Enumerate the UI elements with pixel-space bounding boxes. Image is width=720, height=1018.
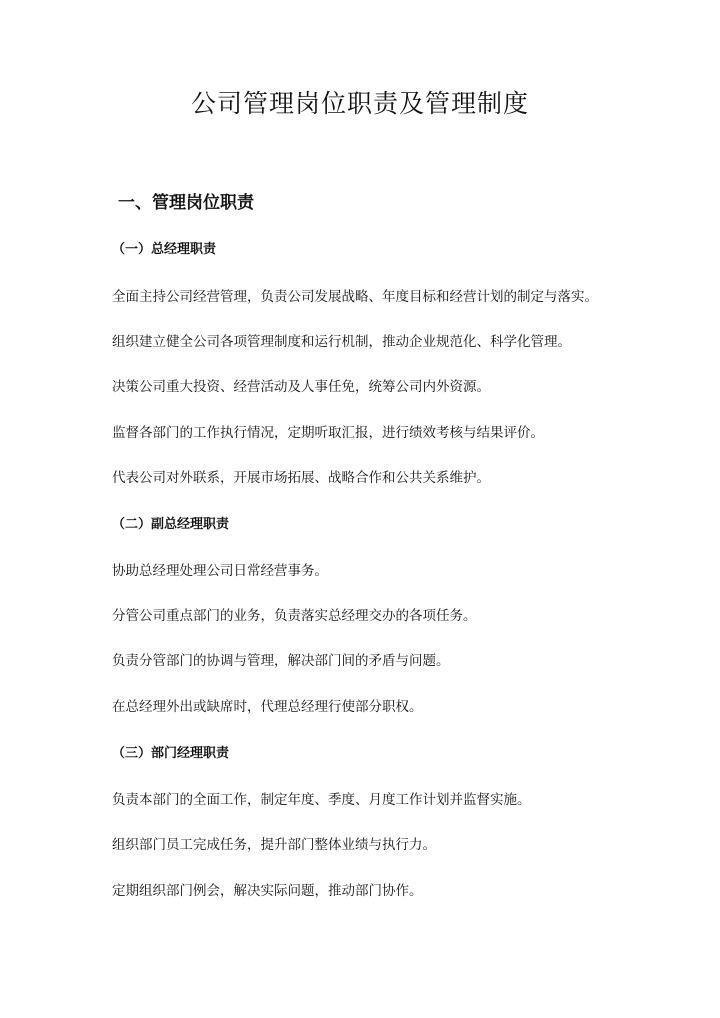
paragraph: 在总经理外出或缺席时，代理总经理行使部分职权。	[112, 699, 423, 715]
paragraph: 组织部门员工完成任务，提升部门整体业绩与执行力。	[112, 837, 436, 853]
paragraph: 负责本部门的全面工作，制定年度、季度、月度工作计划并监督实施。	[112, 792, 531, 808]
paragraph: 负责分管部门的协调与管理，解决部门间的矛盾与问题。	[112, 653, 450, 669]
paragraph: 决策公司重大投资、经营活动及人事任免，统筹公司内外资源。	[112, 379, 490, 395]
paragraph: 协助总经理处理公司日常经营事务。	[112, 563, 328, 579]
subsection-heading-dept-manager: （三）部门经理职责	[112, 746, 230, 761]
paragraph: 分管公司重点部门的业务，负责落实总经理交办的各项任务。	[112, 608, 477, 624]
paragraph: 全面主持公司经营管理，负责公司发展战略、年度目标和经营计划的制定与落实。	[112, 289, 598, 305]
paragraph: 监督各部门的工作执行情况，定期听取汇报，进行绩效考核与结果评价。	[112, 425, 544, 441]
section-heading-duties: 一、管理岗位职责	[118, 193, 254, 213]
paragraph: 定期组织部门例会，解决实际问题，推动部门协作。	[112, 883, 423, 899]
paragraph: 组织建立健全公司各项管理制度和运行机制，推动企业规范化、科学化管理。	[112, 334, 571, 350]
paragraph: 代表公司对外联系，开展市场拓展、战略合作和公共关系维护。	[112, 470, 490, 486]
subsection-heading-gm: （一）总经理职责	[112, 242, 217, 257]
document-title: 公司管理岗位职责及管理制度	[190, 89, 529, 118]
subsection-heading-deputy-gm: （二）副总经理职责	[112, 517, 230, 532]
